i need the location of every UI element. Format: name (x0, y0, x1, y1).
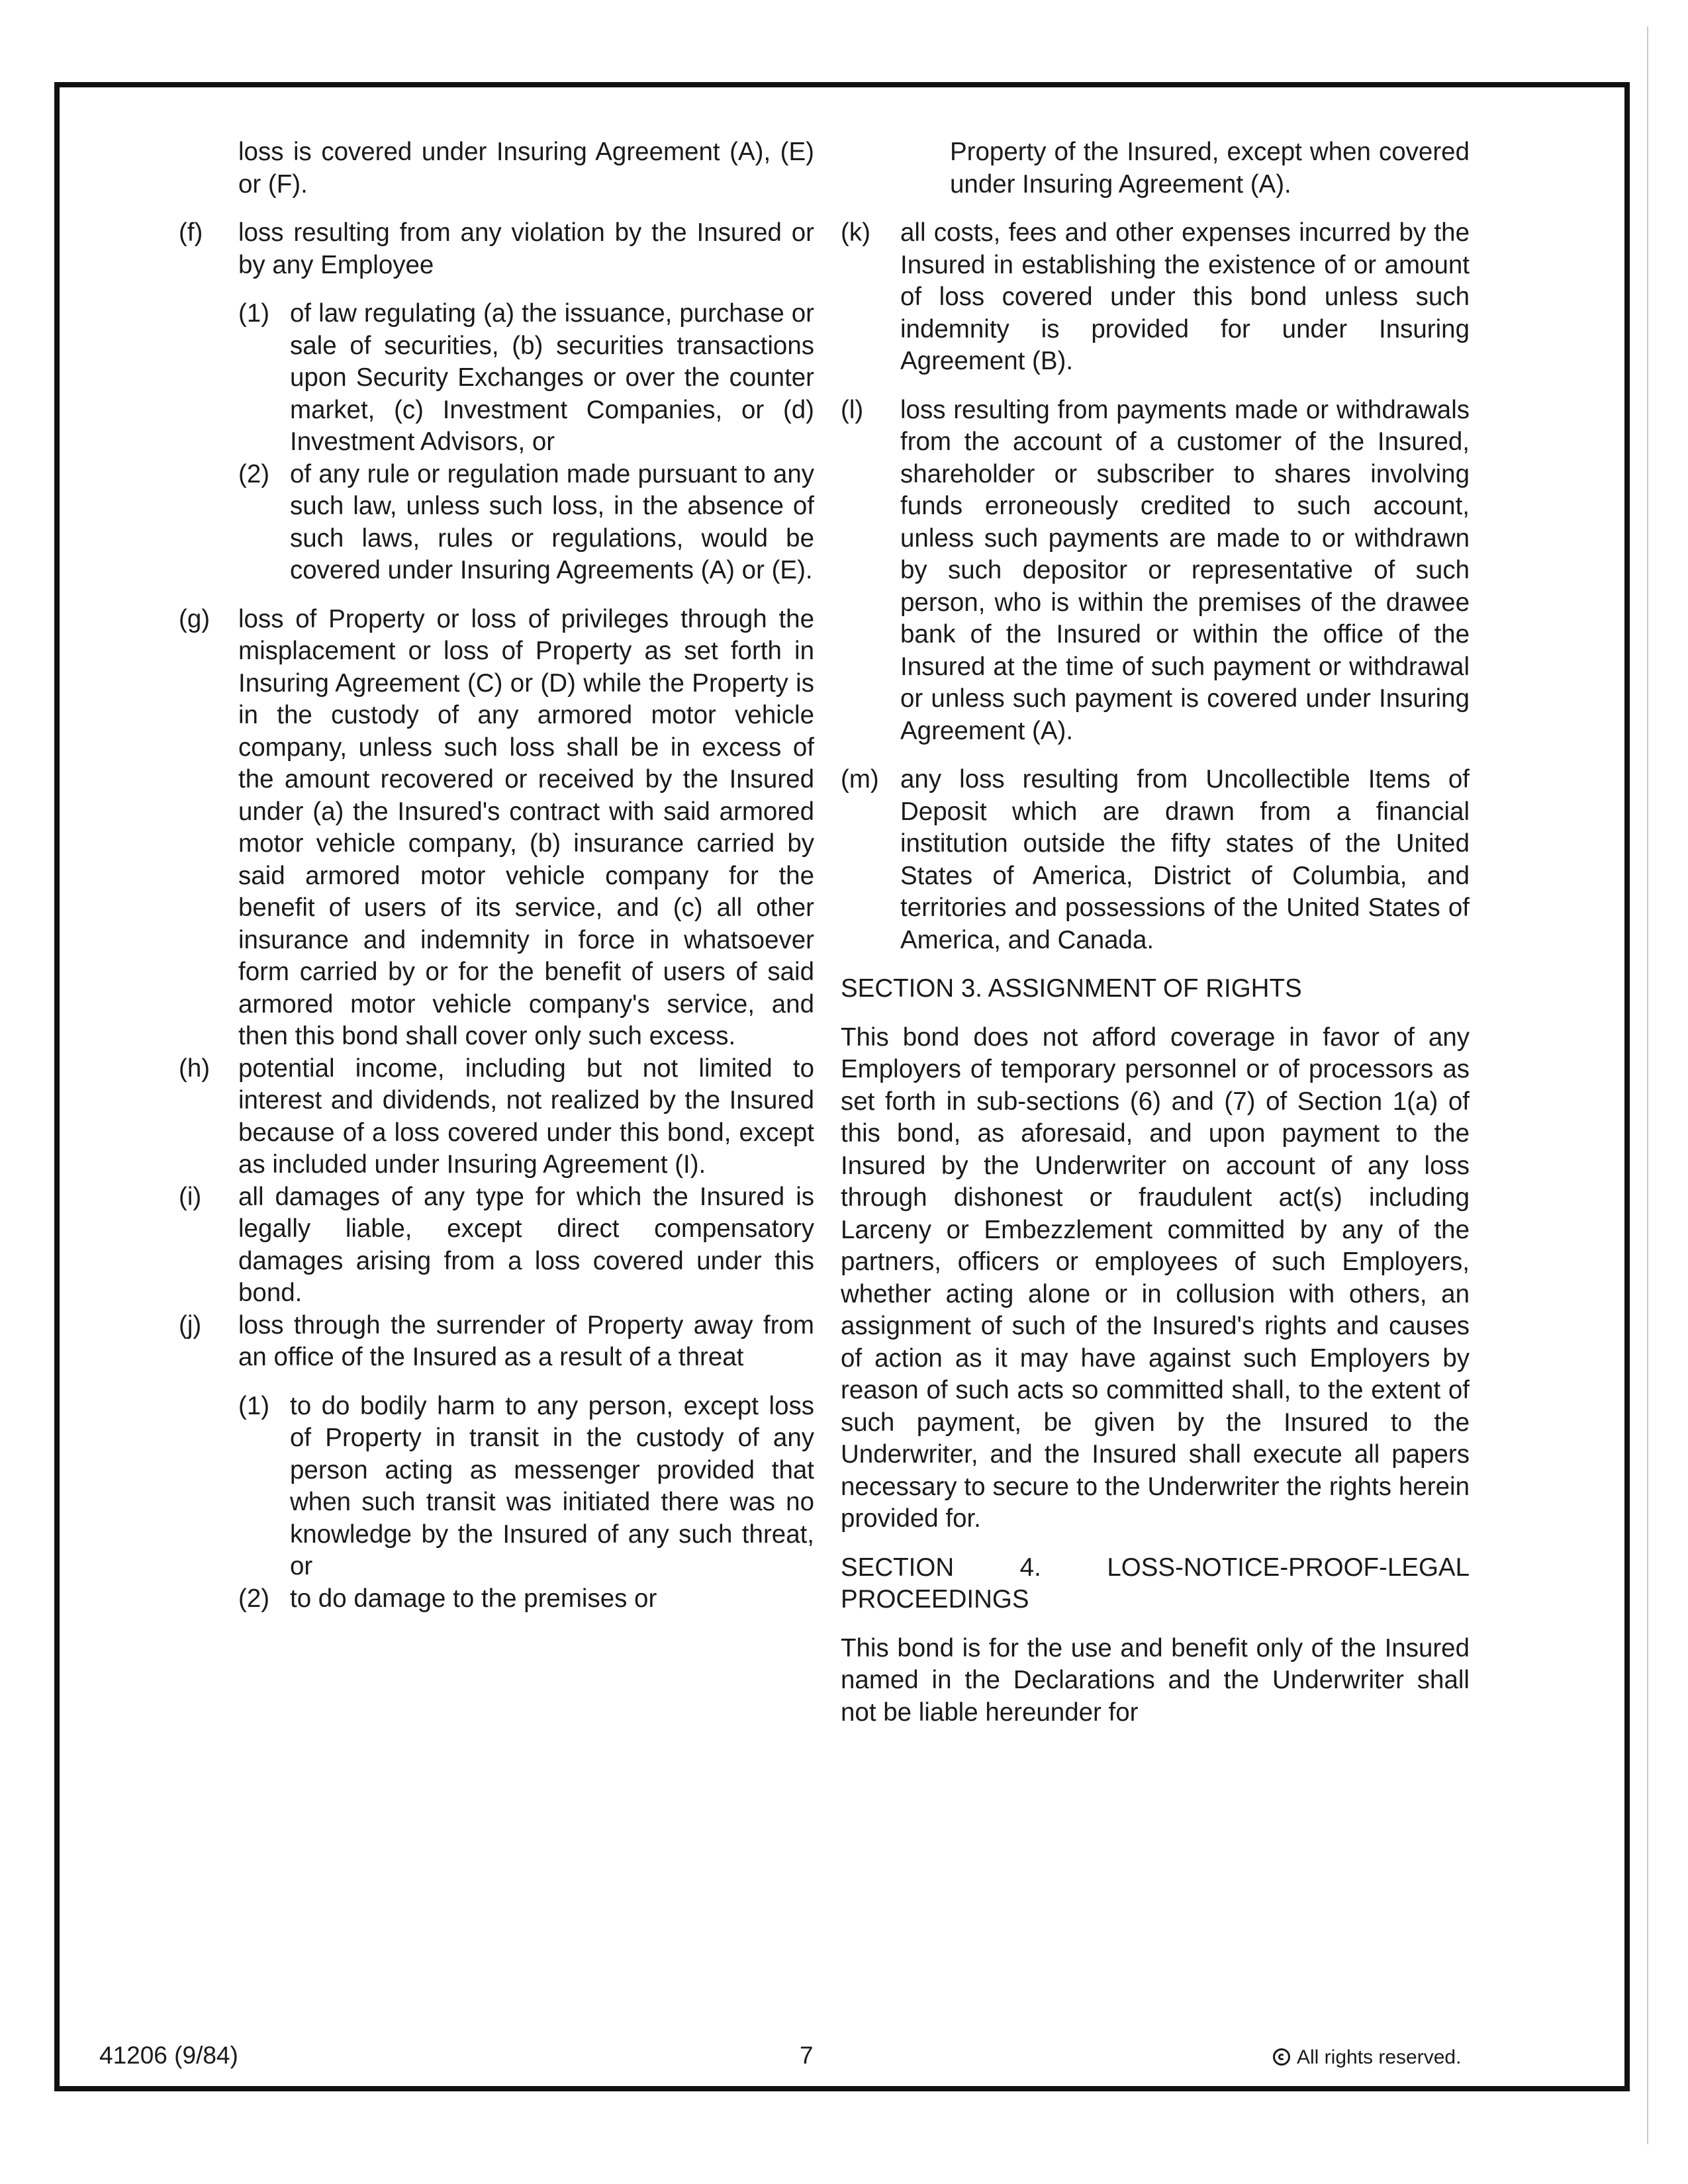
clause-label: (i) (179, 1182, 202, 1211)
clause-g (179, 604, 814, 1053)
clause-j (179, 1310, 814, 1374)
section-4-body: This bond is for the use and benefit only of the Insured named in the Declarations and the Underwriter shall not be liable hereunder for (841, 1633, 1470, 1727)
margin-rule (1647, 26, 1648, 2144)
clause-label: (g) (179, 604, 211, 633)
clause-label: (k) (841, 218, 870, 247)
clause-h (179, 1053, 814, 1181)
form-number: 41206 (9/84) (99, 2042, 238, 2069)
section-4-heading: SECTION 4. LOSS-NOTICE-PROOF-LEGAL PROCEEDINGS (841, 1553, 1470, 1614)
clause-label: (j) (179, 1310, 202, 1340)
clause-text: any loss resulting from Uncollectible Items of Deposit which are drawn from a financial institution outside the fifty states of the United States of America, District of Columbia, and territories and possessions of the United States of America, and Canada. (900, 765, 1470, 954)
clause-f-1 (179, 298, 814, 459)
rights-text: All rights reserved. (1297, 2046, 1462, 2068)
subclause-text: of any rule or regulation made pursuant to any such law, unless such loss, in the absence of such laws, rules or regulations, would be covered under Insuring Agreements (A) or (E). (290, 459, 814, 584)
clause-label: (h) (179, 1054, 211, 1083)
section-3-body: This bond does not afford coverage in favor of any Employers of temporary personnel or of processors as set forth in sub-sections (6) and (7) of Section 1(a) of this bond, as aforesaid, and upon payment to the Insured by the Underwriter on account of any loss through dishonest or fraudulent act(s) including Larceny or Embezzlement committed by any of the partners, officers or employees of such Employers, whether acting alone or in collusion with others, an assignment of such of the Insured's rights and causes of action as it may have against such Employers by reason of such acts so committed shall, to the extent of such payment, be given by the Insured to the Underwriter, and the Insured shall execute all papers necessary to secure to the Underwriter the rights herein provided for. (841, 1023, 1470, 1533)
clause-text: loss through the surrender of Property away from an office of the Insured as a result of a threat (238, 1310, 814, 1371)
clause-label: (m) (841, 765, 879, 794)
subclause-text: to do bodily harm to any person, except loss of Property in transit in the custody of any person acting as messenger provided that when such transit was initiated there was no knowledge by the Insured of any such threat, or (290, 1391, 814, 1580)
section-3-heading: SECTION 3. ASSIGNMENT OF RIGHTS (841, 974, 1302, 1003)
paragraph-j-continued: Property of the Insured, except when covered under Insuring Agreement (A). (950, 138, 1470, 199)
clause-text: loss resulting from payments made or withdrawals from the account of a customer of the Insured, shareholder or subscriber to shares involving funds erroneously credited to such account, unless such payments are made to or withdrawn by such depositor or representative of such person, who is within the premises of the drawee bank of the Insured or within the office of the Insured at the time of such payment or withdrawal or unless such payment is covered under Insuring Agreement (A). (900, 395, 1470, 745)
subclause-text: of law regulating (a) the issuance, purchase or sale of securities, (b) securities transactions upon Security Exchanges or over the counter market, (c) Investment Companies, or (d) Investment Advisors, or (290, 299, 814, 456)
right-column (841, 136, 1470, 1729)
clause-k (841, 217, 1470, 378)
clause-text: loss of Property or loss of privileges through the misplacement or loss of Property as set forth in Insuring Agreement (C) or (D) while the Property is in the custody of any armored motor vehicle company, unless such loss shall be in excess of the amount recovered or received by the Insured under (a) the Insured's contract with said armored motor vehicle company, (b) insurance carried by said armored motor vehicle company for the benefit of users of its service, and (c) all other insurance and indemnity in force in whatsoever form carried by or for the benefit of users of said armored motor vehicle company's service, and then this bond shall cover only such excess. (238, 604, 814, 1050)
clause-f-2 (179, 459, 814, 587)
clause-m (841, 764, 1470, 956)
page-number: 7 (800, 2042, 814, 2069)
subclause-label: (2) (238, 459, 270, 488)
copyright-icon (1273, 2048, 1290, 2066)
clause-label: (l) (841, 395, 864, 424)
clause-i (179, 1181, 814, 1310)
clause-text: all damages of any type for which the Insured is legally liable, except direct compensatory damages arising from a loss covered under this bond. (238, 1182, 814, 1307)
clause-text: all costs, fees and other expenses incurred by the Insured in establishing the existence of or amount of loss covered under this bond unless such indemnity is provided for under Insuring Agreement (B). (900, 218, 1470, 375)
clause-l (841, 394, 1470, 748)
paragraph-e-continued: loss is covered under Insuring Agreement (A), (E) or (F). (238, 138, 814, 199)
left-column (179, 136, 814, 1615)
clause-text: potential income, including but not limited to interest and dividends, not realized by the Insured because of a loss covered under this bond, except as included under Insuring Agreement (I). (238, 1054, 814, 1179)
clause-text: loss resulting from any violation by the Insured or by any Employee (238, 218, 814, 279)
rights-notice (1273, 2046, 1461, 2069)
subclause-label: (2) (238, 1584, 270, 1613)
subclause-text: to do damage to the premises or (290, 1584, 657, 1613)
clause-label: (f) (179, 218, 203, 247)
clause-f (179, 217, 814, 281)
clause-j-1 (179, 1390, 814, 1583)
subclause-label: (1) (238, 299, 270, 328)
clause-j-2 (179, 1583, 814, 1615)
subclause-label: (1) (238, 1391, 270, 1420)
